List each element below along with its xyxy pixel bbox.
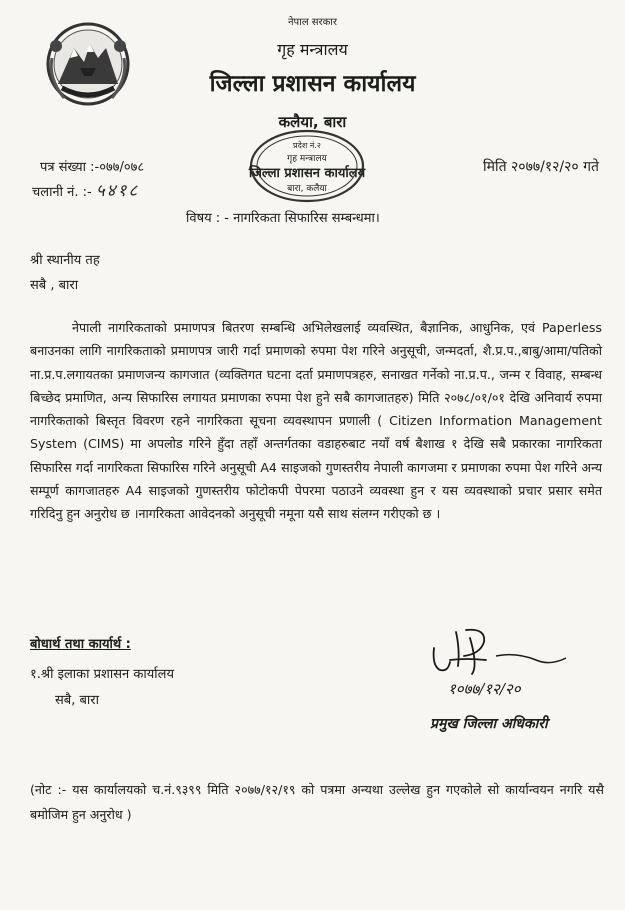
ministry-label: गृह मन्त्रालय <box>277 40 348 59</box>
dispatch-number <box>32 178 139 201</box>
stamp-top-text: प्रदेश नं.२ <box>293 141 321 150</box>
signature-date: १०७७/१२/२० <box>448 680 521 698</box>
cc-line-2: सबै, बारा <box>55 693 99 708</box>
office-location: कलैया, बारा <box>278 113 347 131</box>
note-text: (नोट :- यस कार्यालयको च.नं.९३९९ मिति २०७७/१२/१९ को पत्रमा अन्यथा उल्लेख हुन गएकोले सो कार्यान्वयन नगरि यसै बमोजिम हुन अनुरोध ) <box>30 782 604 822</box>
recipient-line-1: श्री स्थानीय तह <box>30 253 100 268</box>
stamp-office-text: जिल्ला प्रशासन कार्यालय <box>248 166 366 181</box>
stamp-middle-text: गृह मन्त्रालय <box>287 154 327 164</box>
office-stamp <box>248 128 366 204</box>
letter-date: मिति २०७७/१२/२० गते <box>482 159 599 175</box>
letter-body: नेपाली नागरिकताको प्रमाणपत्र बितरण सम्बन्धि अभिलेखलाई व्यवस्थित, बैज्ञानिक, आधुनिक, एवं Paperless बनाउनका लागि नागरिकताको प्रमाणपत्र जारी गर्दा प्रमाणको रुपमा पेश गरिने अनुसूची, जन्मदर्ता, शै.प्र.प.,बाबु/आमा/पतिको ना.प्र.प.लगायतका प्रमाणजन्य कागजात (व्यक्तिगत घटना दर्ता प्रमाणपत्रहरु, सनाखत गर्नेको ना.प्र.प., जन्म र विवाह, सम्बन्ध बिच्छेद प्रमाणित, अन्य सिफारिस लगायत प्रमाणका रुपमा पेश हुने सबै कागजातहरु) मिति २०७८/०१/०१ देखि अनिवार्य रुपमा नागरिकताको बिस्तृत विवरण रहने नागरिकता सूचना व्यवस्थापन प्रणाली ( Citizen Information Management System (CIMS) मा अपलोड गरिने हुँदा तहाँ अन्तर्गतका वडाहरुबाट नयाँ वर्ष बैशाख १ देखि सबै प्रकारका नागरिकता सिफारिस गर्दा नागरिकता सिफारिस गरिने अनुसूची A4 साइजको गुणस्तरीय नेपाली कागजमा र प्रमाणका रुपमा पेश गरिने अन्य सम्पूर्ण कागजातहरु A4 साइजको गुणस्तरीय फोटोकपी पेपरमा पठाउने व्यवस्था हुन र यस व्यवस्थाको प्रचार प्रसार समेत गरिदिनु हुन अनुरोध छ ।नागरिकता आवेदनको अनुसूची नमूना यसै साथ संलग्न गरीएको छ । <box>30 320 602 522</box>
stamp-bottom-text: बारा, कलैया <box>287 184 327 194</box>
signatory-title: प्रमुख जिल्ला अधिकारी <box>430 716 548 732</box>
dispatch-label: चलानी नं. :- <box>32 185 92 200</box>
recipient-line-2: सबै , बारा <box>30 278 79 293</box>
cc-line-1: १.श्री इलाका प्रशासन कार्यालय <box>30 667 174 682</box>
cc-label: बोधार्थ तथा कार्यार्थ : <box>30 637 131 652</box>
government-label: नेपाल सरकार <box>288 17 337 28</box>
reference-number: पत्र संख्या :-०७७/०७८ <box>40 160 145 175</box>
dispatch-value: ५४१८ <box>95 181 140 201</box>
office-title: जिल्ला प्रशासन कार्यालय <box>209 71 416 97</box>
subject-line: विषय : - नागरिकता सिफारिस सम्बन्धमा। <box>186 211 380 226</box>
signature-mark <box>426 626 576 706</box>
